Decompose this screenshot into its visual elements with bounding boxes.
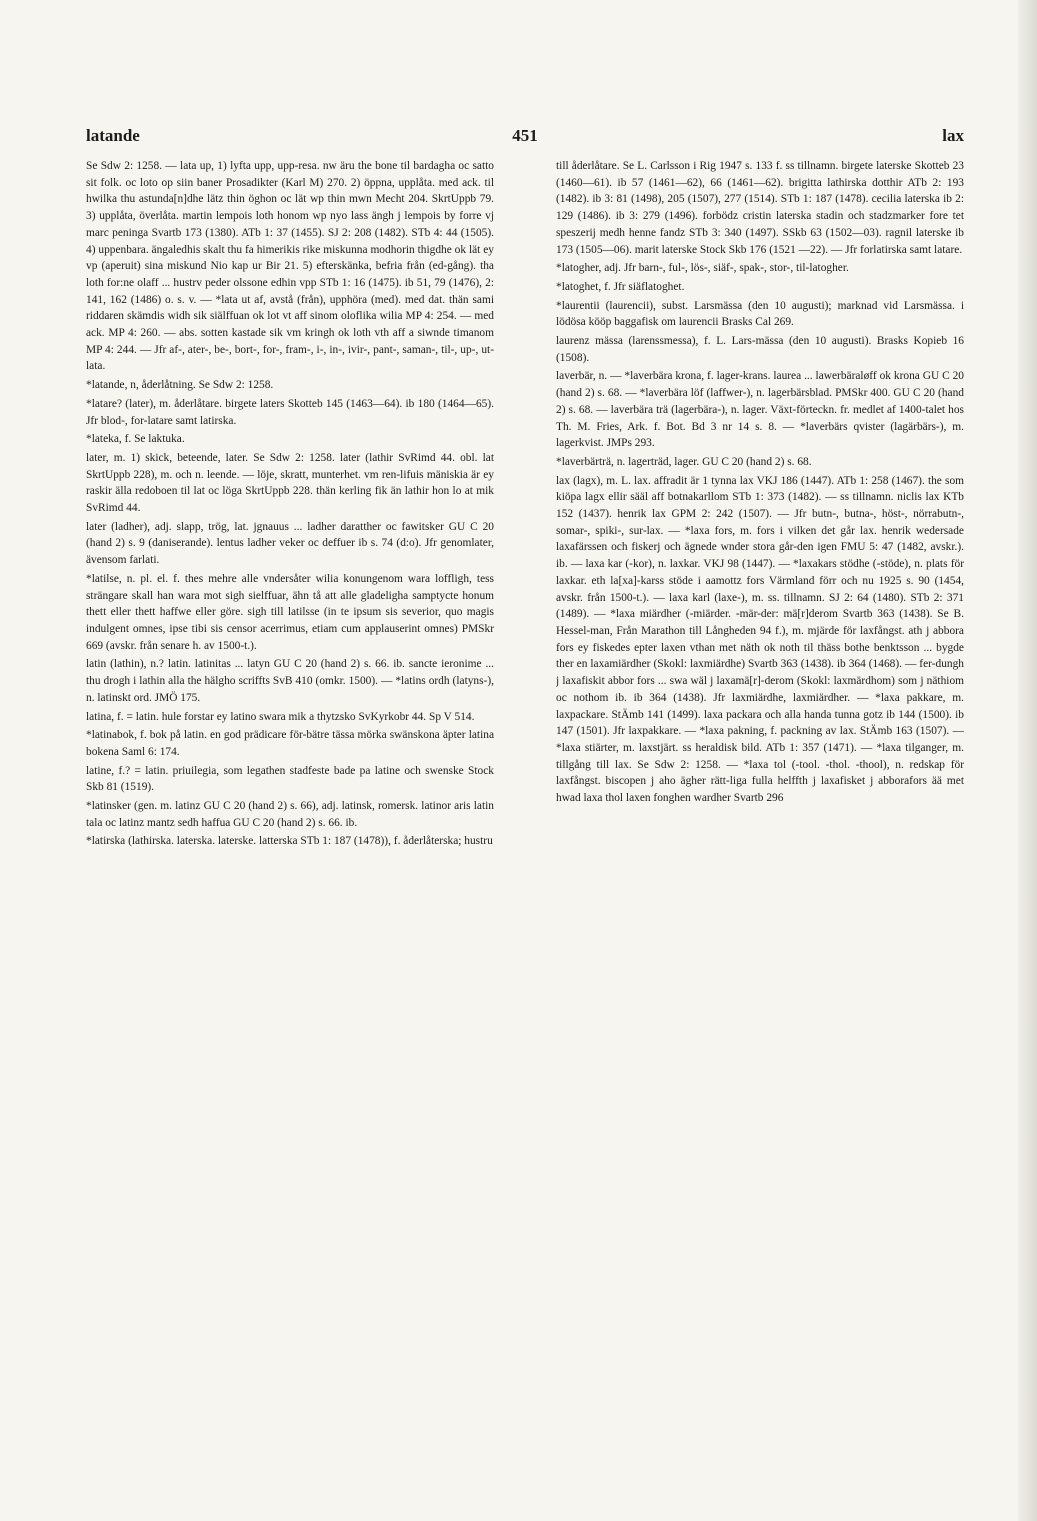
entry-paragraph: *laverbärträ, n. lagerträd, lager. GU C 20 (hand 2) s. 68. bbox=[556, 455, 812, 468]
right-column bbox=[556, 158, 964, 1498]
entry-paragraph: latin (lathin), n.? latin. latinitas ... latyn GU C 20 (hand 2) s. 66. ib. sancte ieronime ... thu drogh i lathin alla the hälgho scriffts SvB 410 (omkr. 1500). — *latins ordh (latyns-), n. latinskt ord. JMÖ 175. bbox=[86, 658, 494, 704]
header-last-word: lax bbox=[942, 126, 964, 145]
left-column bbox=[86, 158, 494, 1498]
entry-paragraph: *lateka, f. Se laktuka. bbox=[86, 433, 185, 446]
entry-paragraph: laverbär, n. — *laverbära krona, f. lager-krans. laurea ... lawerbäraløff ok krona GU C 20 (hand 2) s. 68. — *laverbära löf (laffwer-), n. lagerbärsblad. PMSkr 400. GU C 20 (hand 2) s. 68. — laverbära trä (lagerbära-), n. lager. Växt-förteckn. fr. medlet af 1400-talet hos Th. M. Fries, Ark. f. Bot. Bd 3 nr 14 s. 8. — *laverbärs qvister (lagärbärs-), m. lagerkvist. JMPs 293. bbox=[556, 370, 964, 450]
entry-paragraph: *latande, n, åderlåtning. Se Sdw 2: 1258. bbox=[86, 379, 274, 392]
entry-paragraph: *latare? (later), m. åderlåtare. birgete laters Skotteb 145 (1463—64). ib 180 (1464—65). Jfr blod-, for-latare samt latirska. bbox=[86, 397, 494, 427]
page-number: 451 bbox=[512, 126, 538, 145]
entry-paragraph: *latilse, n. pl. el. f. thes mehre alle vndersåter wilia konungenom wara loffligh, tess strängare skall han wara mot sigh sielffuar, ähn tå att alle gladeligha samptycte honum thett eller thett haffwe eller göre. sigh till latilsse (in te ipsum sis severior, quo magis indulgent omnes, ipse tibi sis censor acerrimus, etiam cum applauserint omnes) PMSkr 669 (avskr. från senare h. av 1500-t.). bbox=[86, 572, 494, 652]
entry-paragraph: *latirska (lathirska. laterska. laterske. latterska STb 1: 187 (1478)), f. åderlåterska; hustru bbox=[86, 835, 493, 848]
entry-paragraph: *latinabok, f. bok på latin. en god prädicare för-bätre tässa mörka swänskona äpter latina bokena Saml 6: 174. bbox=[86, 729, 494, 758]
entry-paragraph: latina, f. = latin. hule forstar ey latino swara mik a thytzsko SvKyrkobr 44. Sp V 514. bbox=[86, 710, 475, 723]
running-head bbox=[86, 126, 964, 148]
entry-paragraph: *latoghet, f. Jfr siäflatoghet. bbox=[556, 280, 685, 293]
entry-paragraph: laurenz mässa (larenssmessa), f. L. Lars-mässa (den 10 augusti). Brasks Kopieb 16 (1508). bbox=[556, 335, 964, 364]
entry-paragraph: later, m. 1) skick, beteende, later. Se Sdw 2: 1258. later (lathir SvRimd 44. obl. lat SkrtUppb 228), m. och n. leende. — löje, skratt, munterhet. vm ren-lifuis mäniskia är ey raskir älla redoboen til lat oc löga SkrtUppb 228. thän kerling fik än lathir hon lo at mik SvRimd 44. bbox=[86, 451, 494, 515]
entry-paragraph: *latinsker (gen. m. latinz GU C 20 (hand 2) s. 66), adj. latinsk, romersk. latinor aris latin tala oc latinz mantz sedh haffua GU C 20 (hand 2) s. 66. ib. bbox=[86, 800, 494, 829]
entry-paragraph: *laurentii (laurencii), subst. Larsmässa (den 10 augusti); marknad vid Larsmässa. i lödösa kööp baggafisk om laurencii Brasks Cal 269. bbox=[556, 299, 964, 329]
entry-paragraph: Se Sdw 2: 1258. — lata up, 1) lyfta upp, upp-resa. nw äru the bone til bardagha oc satto sit folk. oc loto op siin baner Prosadikter (Karl M) 270. 2) öppna, upplåta. med ack. til hwilka thu astunda[n]dhe lätz thin öghon oc lät wp thin mwn Mecht 204. SkrtUppb 79. 3) upplåta, överlåta. martin lempois loth honom wp nyo lass ängh j lempois by forre vj marc peninga Svartb 173 (1380). ATb 1: 37 (1455). SJ 2: 208 (1482). STb 4: 44 (1505). 4) uppenbara. ängaledhis skalt thu fa himerikis rike miskunna modhorin thigdhe ok lät ey vp (aperuit) sina miskund Nio kap ur Bir 21. 5) efterskänka, befria från (ed-gång). tha loth for:ne olaff ... hustrv peder olssone edhin vpp STb 1: 16 (1475). ib 51, 79 (1476), 2: 141, 162 (1486) o. s. v. — *lata ut af, avstå (från), upphöra (med). med dat. thän sami riddaren skämdis widh sik siälffuan ok lot vt aff sinom oloflika wilia MP 4: 254. — med ack. MP 4: 260. — abs. sotten kastade sik vm kringh ok loth vth aff a siwnde timanom MP 4: 244. — Jfr af-, ater-, be-, bort-, for-, fram-, i-, in-, ivir-, pant-, saman-, til-, up-, ut-lata. bbox=[86, 160, 494, 373]
entry-paragraph: till åderlåtare. Se L. Carlsson i Rig 1947 s. 133 f. ss tillnamn. birgete laterske Skotteb 23 (1460—61). ib 57 (1461—62), 66 (1461—62). brigitta lathirska dotthir ATb 2: 193 (1482). ib 3: 81 (1498), 205 (1507), 277 (1514). STb 1: 187 (1478). cecilia laterska ib 2: 129 (1486). ib 3: 279 (1496). forbödz cristin laterska stadin och stadzmarker fore tet speszerij medh henne fandz STb 3: 340 (1497). SSkb 63 (1502—03). ragnil laterske ib 173 (1505—06). marit laterske Stock Skb 176 (1521 —22). — Jfr forlatirska samt latare. bbox=[556, 160, 964, 256]
entry-paragraph: lax (lagx), m. L. lax. affradit är 1 tynna lax VKJ 186 (1447). ATb 1: 258 (1467). the som kiöpa lagx ellir sääl aff botnakarllom STb 1: 373 (1482). — ss tillnamn. niclis lax KTb 152 (1437). henrik lax GPM 2: 242 (1507). — Jfr butn-, butna-, höst-, nörrabutn-, somar-, spiki-, sur-lax. — *laxa fors, m. fors i vilken det går lax. henrik wedersade laxafärssen och fiskerj och ägnede wnder stora går-den igen FMU 5: 47 (1482, avskr.). ib. — laxa kar (-kor), n. laxkar. VKJ 98 (1447). — *laxakars stödhe (-stöde), n. plats för laxkar. eth la[xa]-karss stöde i aamottz fors Värmland förr och nu 1925 s. 90 (1454, avskr. från 1500-t.). — laxa karl (laxe-), m. ss. tillnamn. SJ 2: 64 (1480). STb 2: 371 (1489). — *laxa miärdher (-miärder. -mär-der: mä[r]derom Svartb 363 (1438). Se B. Hessel-man, Från Marathon till Långheden 94 f.), m. mjärde för laxfångst. ath j abbora fors ey fiskedes epter laxen vthan met näth ok noth til thäss bothe benktsson ... bygde ther en laxamiärdher (Skokl: laxmiärdhe) Svartb 363 (1438). ib 364 (1468). — fer-dungh j laxafiskit abbor fors ... swa wäl j laxamä[r]-derom (Skokl: laxmärdhom) som j näthiom oc nothom ib. ib 364 (1438). Jfr laxmiärdhe, laxmiärdher. — *laxa pakkare, m. laxpackare. StÄmb 141 (1499). laxa packara och alla handa tunna gotz ib 144 (1500). ib 147 (1501). Jfr laxpakkare. — *laxa pakning, f. packning av lax. StÄmb 163 (1507). — *laxa stiärter, m. laxstjärt. ss heraldisk bild. ATb 1: 357 (1471). — *laxa tilganger, m. tillgång till lax. Se Sdw 2: 1258. — *laxa tol (-tool. -thol. -thool), n. redskap för laxfångst. biscopen j aho ägher rätt-liga fulla helffth j laxafisket j abborafors ää met hwad laxa thol laxen fonghen wardher Svartb 296 bbox=[556, 474, 964, 805]
entry-paragraph: latine, f.? = latin. priuilegia, som legathen stadfeste bade pa latine och swenske Stock Skb 81 (1519). bbox=[86, 764, 494, 794]
entry-paragraph: *latogher, adj. Jfr barn-, ful-, lös-, siäf-, spak-, stor-, til-latogher. bbox=[556, 262, 849, 275]
page-fold-shadow bbox=[1018, 0, 1037, 1521]
entry-paragraph: later (ladher), adj. slapp, trög, lat. jgnauus ... ladher daratther oc fawitsker GU C 20 (hand 2) s. 9 (daniserande). lentus ladher veker oc deffuer ib s. 74 (d:o). Jfr genomlater, ävensom farlati. bbox=[86, 520, 494, 567]
header-first-word: latande bbox=[86, 126, 140, 145]
